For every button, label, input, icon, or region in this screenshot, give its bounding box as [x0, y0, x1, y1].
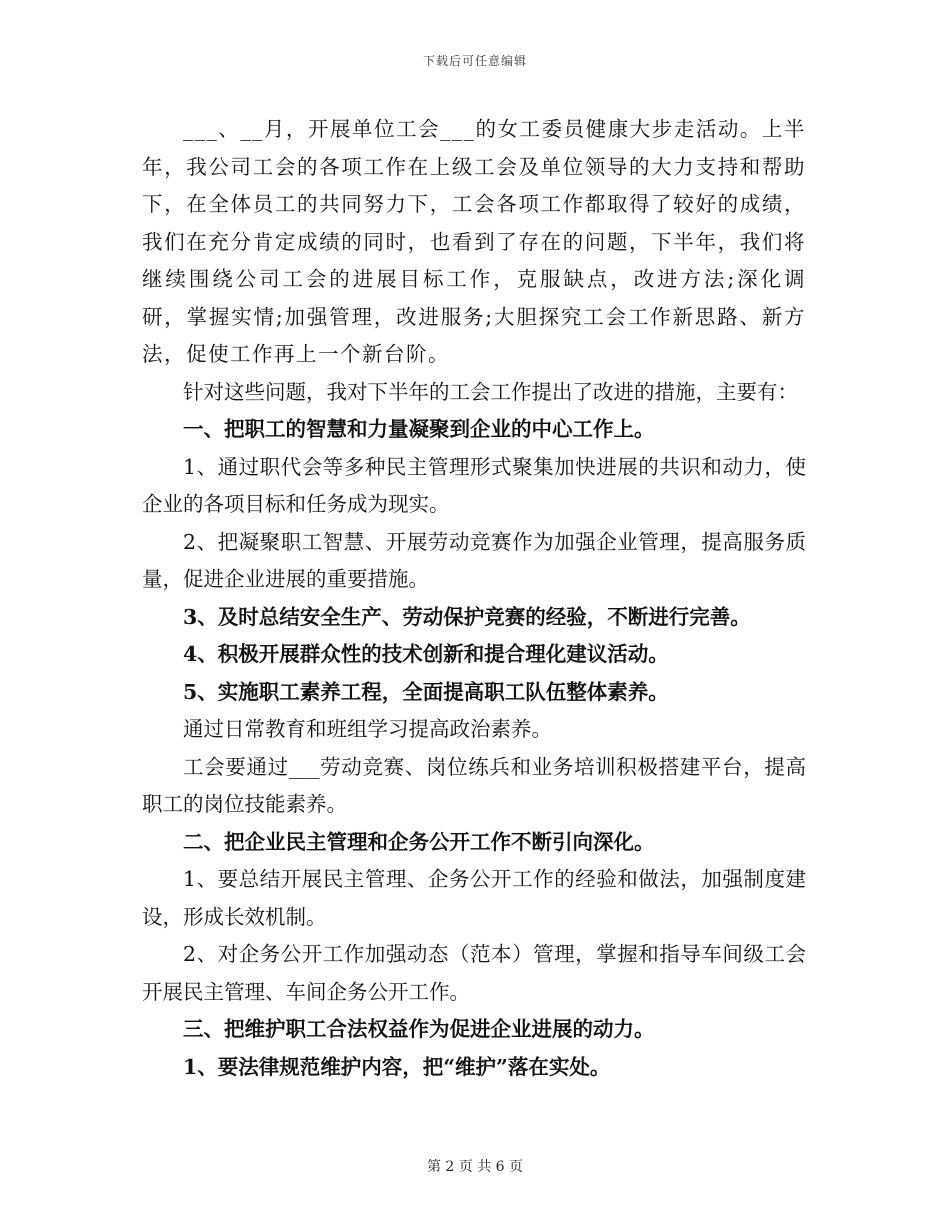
paragraph-2: 针对这些问题，我对下半年的工会工作提出了改进的措施，主要有： — [183, 379, 798, 404]
paragraph-item-1-3: 3、及时总结安全生产、劳动保护竞赛的经验，不断进行完善。 — [183, 604, 751, 629]
paragraph-1: ___、__月，开展单位工会___的女工委员健康大步走活动。上半年，我公司工会的各项工作在上级工会及单位领导的大力支持和帮助下，在全体员工的共同努力下，工会各项工作都取得了较好的成绩，我们在充分肯定成绩的同时，也看到了存在的问题，下半年，我们将继续围绕公司工会的进展目标工作，克服缺点，改进方法;深化调研，掌握实情;加强管理，改进服务;大胆探究工会工作新思路、新方法，促使工作再上一个新台阶。 — [142, 117, 806, 366]
page-header: 下载后可任意编辑 — [422, 54, 527, 68]
paragraph-item-1-4: 4、积极开展群众性的技术创新和提合理化建议活动。 — [183, 642, 669, 666]
paragraph-skills: 工会要通过___劳动竞赛、岗位练兵和业务培训积极搭建平台，提高职工的岗位技能素养。 — [142, 754, 806, 816]
paragraph-item-2-2: 2、对企务公开工作加强动态（范本）管理，掌握和指导车间级工会开展民主管理、车间企务公开工作。 — [142, 942, 806, 1004]
page-footer: 第 2 页 共 6 页 — [426, 1159, 524, 1175]
paragraph-item-1-1: 1、通过职代会等多种民主管理形式聚集加快进展的共识和动力，使企业的各项目标和任务成为现实。 — [142, 454, 806, 516]
paragraph-item-1-2: 2、把凝聚职工智慧、开展劳动竞赛作为加强企业管理，提高服务质量，促进企业进展的重要措施。 — [142, 529, 806, 591]
paragraph-item-2-1: 1、要总结开展民主管理、企务公开工作的经验和做法，加强制度建设，形成长效机制。 — [142, 867, 806, 929]
document-body — [142, 111, 806, 1086]
paragraph-item-1-5: 5、实施职工素养工程，全面提高职工队伍整体素养。 — [183, 679, 669, 704]
paragraph-item-3-1: 1、要法律规范维护内容，把“维护”落在实处。 — [183, 1054, 611, 1079]
section-heading-3: 三、把维护职工合法权益作为促进企业进展的动力。 — [183, 1017, 655, 1041]
section-heading-2: 二、把企业民主管理和企务公开工作不断引向深化。 — [183, 829, 655, 854]
paragraph-education: 通过日常教育和班组学习提高政治素养。 — [183, 717, 552, 741]
section-heading-1: 一、把职工的智慧和力量凝聚到企业的中心工作上。 — [183, 417, 655, 441]
